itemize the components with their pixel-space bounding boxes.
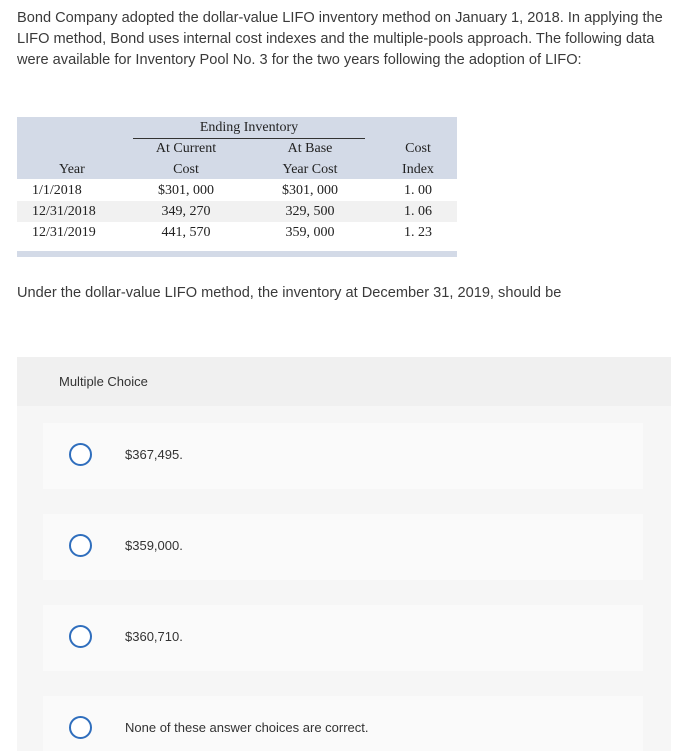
radio-button-icon[interactable] [69, 534, 92, 557]
year-cell: 12/31/2019 [32, 225, 96, 240]
question-prompt: Under the dollar-value LIFO method, the inventory at December 31, 2019, should be [17, 285, 562, 301]
year-cell: 1/1/2018 [32, 183, 82, 198]
current-cost-cell: 349, 270 [161, 204, 211, 219]
current-cost-header-1: At Current [155, 141, 217, 156]
table-row [17, 201, 457, 222]
ending-inventory-header: Ending Inventory [199, 120, 299, 135]
answer-option-label: $360,710. [125, 629, 183, 644]
multiple-choice-panel [17, 357, 671, 751]
table-row [17, 180, 457, 201]
answer-option-c[interactable] [43, 605, 643, 671]
cost-index-header-1: Cost [405, 141, 431, 156]
table-row [17, 222, 457, 243]
inventory-table [17, 117, 457, 257]
base-cost-header-2: Year Cost [282, 162, 338, 177]
radio-button-icon[interactable] [69, 625, 92, 648]
base-cost-cell: 359, 000 [285, 225, 335, 240]
multiple-choice-title: Multiple Choice [59, 374, 148, 389]
base-cost-cell: $301, 000 [282, 183, 338, 198]
radio-button-icon[interactable] [69, 716, 92, 739]
answer-option-d[interactable] [43, 696, 643, 751]
current-cost-cell: 441, 570 [161, 225, 211, 240]
base-cost-cell: 329, 500 [285, 204, 335, 219]
current-cost-header-2: Cost [173, 162, 199, 177]
answer-option-label: $359,000. [125, 538, 183, 553]
cost-index-cell: 1. 23 [404, 225, 432, 240]
radio-button-icon[interactable] [69, 443, 92, 466]
answer-option-label: $367,495. [125, 447, 183, 462]
cost-index-header-2: Index [402, 162, 434, 177]
cost-index-cell: 1. 06 [404, 204, 432, 219]
multiple-choice-header [17, 357, 671, 406]
year-header: Year [59, 162, 85, 177]
base-cost-header-1: At Base [287, 141, 333, 156]
question-stem: Bond Company adopted the dollar-value LIFO inventory method on January 1, 2018. In applying the LIFO method, Bond uses internal cost indexes and the multiple-pools approach. The following data were available for Inventory Pool No. 3 for the two years following the adoption of LIFO: [17, 10, 663, 68]
table-footer-bar [17, 251, 457, 257]
year-cell: 12/31/2018 [32, 204, 96, 219]
answer-option-a[interactable] [43, 423, 643, 489]
answer-option-b[interactable] [43, 514, 643, 580]
cost-index-cell: 1. 00 [404, 183, 432, 198]
answer-option-label: None of these answer choices are correct. [125, 720, 369, 735]
table-header [17, 117, 457, 179]
current-cost-cell: $301, 000 [158, 183, 214, 198]
